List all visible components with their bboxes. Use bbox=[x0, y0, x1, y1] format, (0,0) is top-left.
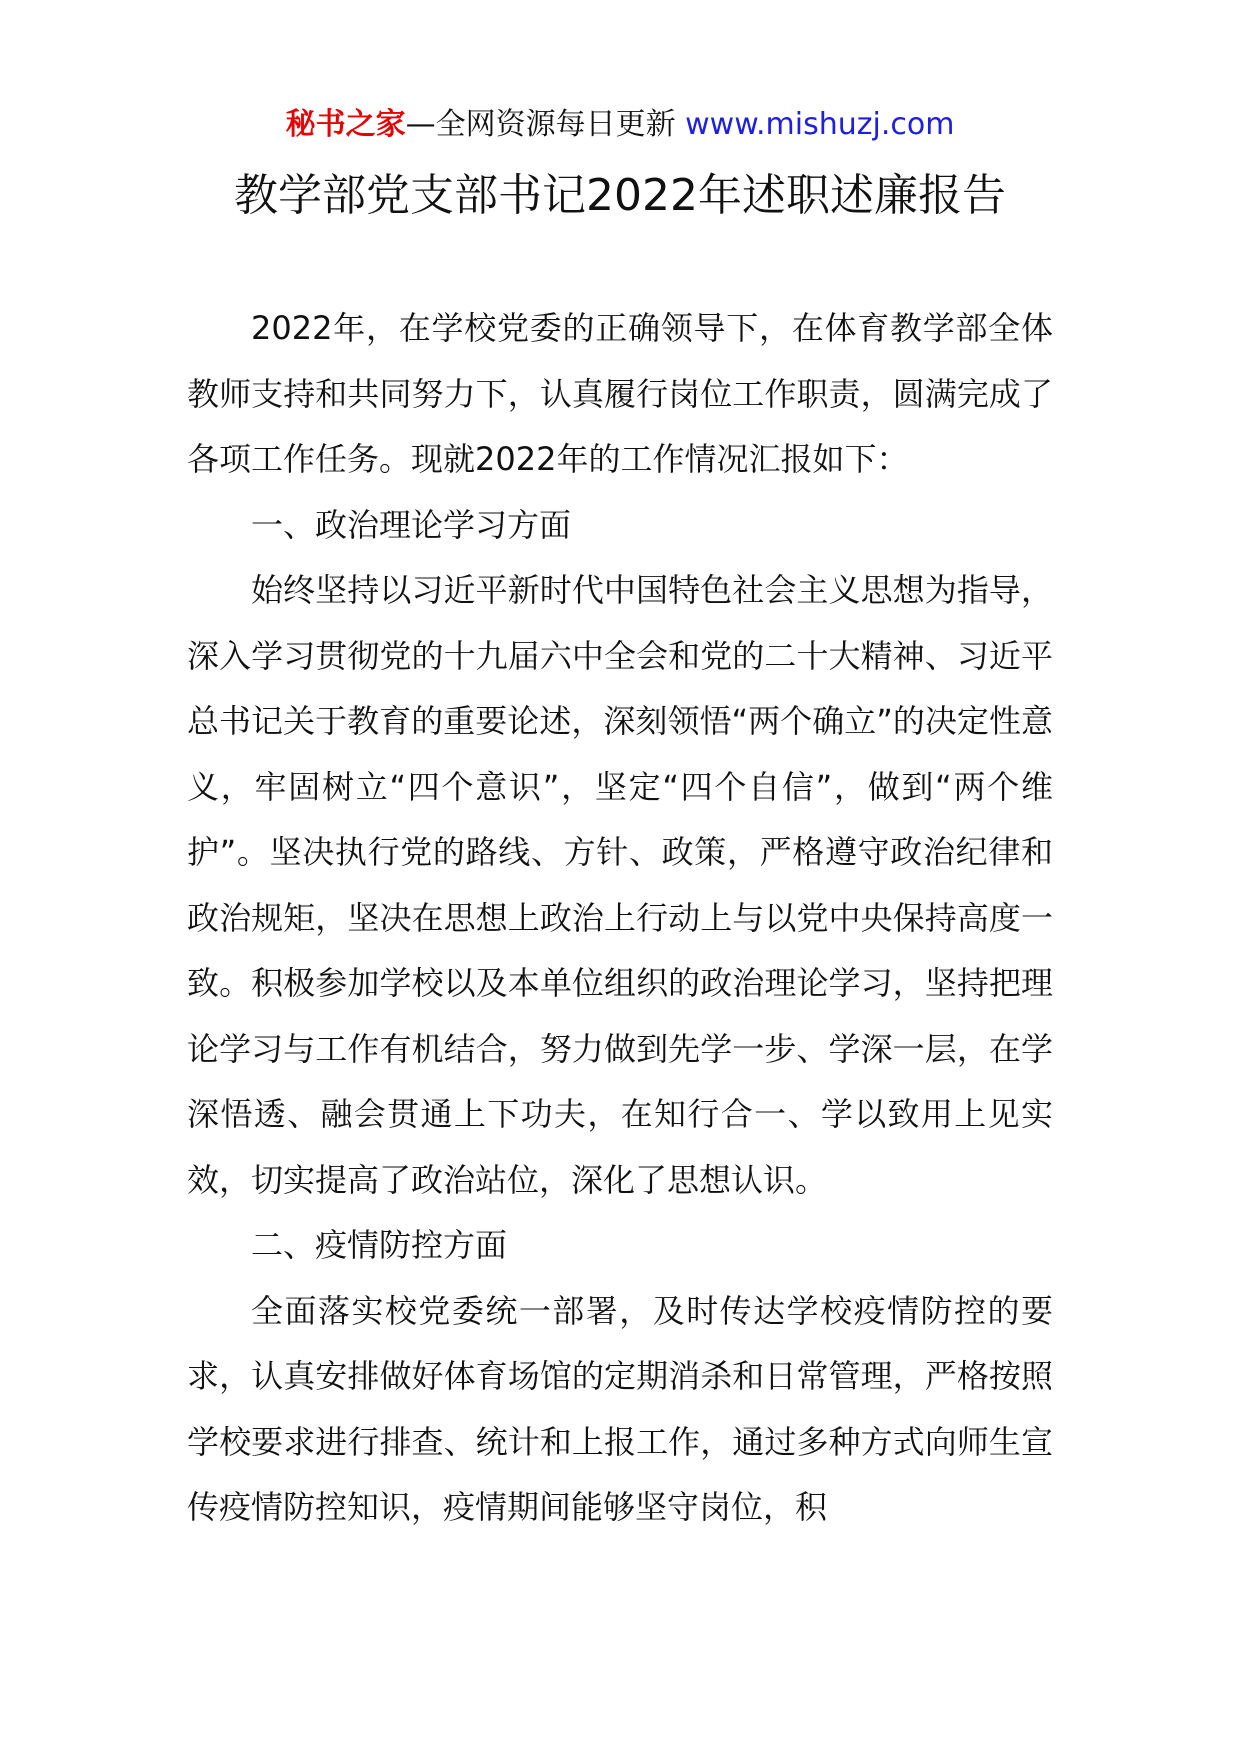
site-header bbox=[0, 104, 1240, 146]
section-paragraph: 全面落实校党委统一部署，及时传达学校疫情防控的要求，认真安排做好体育场馆的定期消杀和日常管理，严格按照学校要求进行排查、统计和上报工作，通过多种方式向师生宣传疫情防控知识，疫情期间能够坚守岗位，积 bbox=[187, 1291, 1053, 1526]
intro-paragraph: 2022年，在学校党委的正确领导下，在体育教学部全体教师支持和共同努力下，认真履行岗位工作职责，圆满完成了各项工作任务。现就2022年的工作情况汇报如下： bbox=[187, 309, 1053, 478]
document-body bbox=[187, 296, 1053, 1541]
section-heading: 一、政治理论学习方面 bbox=[251, 505, 572, 544]
document-title: 教学部党支部书记2022年述职述廉报告 bbox=[234, 170, 1006, 221]
site-tagline: —全网资源每日更新 bbox=[405, 107, 676, 142]
section-paragraph: 始终坚持以习近平新时代中国特色社会主义思想为指导，深入学习贯彻党的十九届六中全会和党的二十大精神、习近平总书记关于教育的重要论述，深刻领悟“两个确立”的决定性意义，牢固树立“四个意识”，坚定“四个自信”，做到“两个维护”。坚决执行党的路线、方针、政策，严格遵守政治纪律和政治规矩，坚决在思想上政治上行动上与以党中央保持高度一致。积极参加学校以及本单位组织的政治理论学习，坚持把理论学习与工作有机结合，努力做到先学一步、学深一层，在学深悟透、融会贯通上下功夫，在知行合一、学以致用上见实效，切实提高了政治站位，深化了思想认识。 bbox=[187, 571, 1053, 1199]
brand-name: 秘书之家 bbox=[285, 107, 406, 142]
section-heading: 二、疫情防控方面 bbox=[251, 1226, 508, 1264]
site-url-link[interactable]: www.mishuzj.com bbox=[685, 107, 955, 142]
